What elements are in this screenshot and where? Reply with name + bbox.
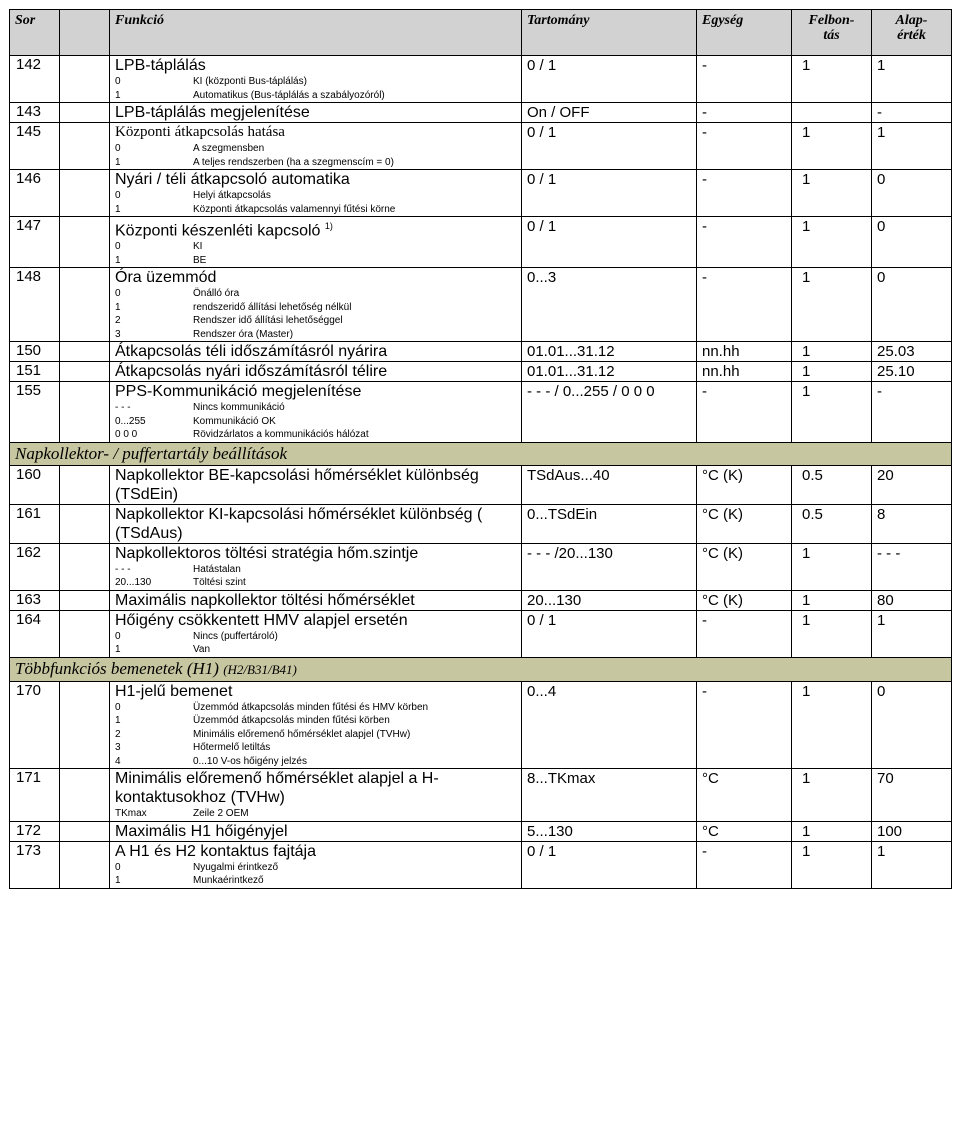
row-blank-cell (60, 504, 110, 543)
unit-cell: - (697, 268, 792, 342)
option-value: KI (193, 241, 203, 253)
option-line (115, 415, 516, 429)
option-value: Központi átkapcsolás valamennyi fűtési körne (193, 203, 396, 215)
option-key: 0 0 0 (115, 429, 138, 441)
header-egyseg: Egység (697, 10, 792, 56)
option-key: - - - (115, 402, 131, 414)
option-value: Nincs (puffertároló) (193, 630, 278, 642)
option-value: Van (193, 644, 211, 656)
resolution-cell: 1 (792, 268, 872, 342)
function-title: LPB-táplálás (115, 57, 206, 74)
row-number: 145 (10, 123, 60, 170)
option-line (115, 240, 516, 254)
row-number: 160 (10, 465, 60, 504)
option-value: A szegmensben (193, 143, 265, 154)
function-title: PPS-Kommunikáció megjelenítése (115, 383, 362, 401)
option-value: Helyi átkapcsolás (193, 190, 271, 201)
function-title: Maximális napkollektor töltési hőmérséklet (115, 591, 415, 609)
range-cell: 8...TKmax (522, 769, 697, 822)
resolution-cell: 1 (792, 362, 872, 382)
option-value: Automatikus (Bus-táplálás a szabályozóról) (193, 89, 385, 101)
table-header (10, 10, 952, 56)
default-cell: 100 (872, 821, 952, 841)
header-tartomany: Tartomány (522, 10, 697, 56)
unit-cell: - (697, 382, 792, 443)
option-key: 0 (115, 241, 121, 253)
function-cell (110, 268, 522, 342)
range-cell: 0...4 (522, 681, 697, 769)
function-title: Átkapcsolás nyári időszámításról télire (115, 363, 388, 381)
row-number: 161 (10, 504, 60, 543)
table-row (10, 543, 952, 590)
default-cell: 1 (872, 56, 952, 103)
default-cell: 1 (872, 841, 952, 888)
function-cell (110, 123, 522, 170)
option-line (115, 728, 516, 742)
function-title: Központi készenléti kapcsoló $^{1)}$ (115, 221, 333, 240)
default-cell: 80 (872, 590, 952, 610)
option-key: - - - (115, 563, 131, 575)
table-row (10, 465, 952, 504)
option-line (115, 701, 516, 715)
row-number: 142 (10, 56, 60, 103)
option-value: Hatástalan (193, 563, 241, 575)
function-cell (110, 382, 522, 443)
resolution-cell: 1 (792, 342, 872, 362)
table-row (10, 268, 952, 342)
range-cell: - - - /20...130 (522, 543, 697, 590)
option-key: 1 (115, 254, 121, 266)
range-cell: 0 / 1 (522, 217, 697, 268)
row-number: 151 (10, 362, 60, 382)
option-key: 0 (115, 76, 121, 87)
option-key: 0 (115, 861, 121, 873)
resolution-cell: 1 (792, 769, 872, 822)
default-cell: 0 (872, 681, 952, 769)
function-cell (110, 681, 522, 769)
resolution-cell: 1 (792, 590, 872, 610)
unit-cell: - (697, 170, 792, 217)
option-value: Zeile 2 OEM (193, 808, 249, 820)
table-row (10, 821, 952, 841)
row-blank-cell (60, 610, 110, 657)
row-blank-cell (60, 170, 110, 217)
option-key: 4 (115, 755, 121, 767)
option-value: 0...10 V-os hőigény jelzés (193, 755, 307, 767)
row-number: 164 (10, 610, 60, 657)
option-line (115, 630, 516, 644)
unit-cell: °C (K) (697, 504, 792, 543)
row-blank-cell (60, 769, 110, 822)
table-row (10, 382, 952, 443)
option-value: Rendszer idő állítási lehetőséggel (193, 315, 343, 327)
default-cell: 0 (872, 170, 952, 217)
table-row (10, 841, 952, 888)
option-value: Hőtermelő letiltás (193, 742, 271, 754)
row-blank-cell (60, 342, 110, 362)
section-label: Napkollektor- / puffertartály beállítások (15, 443, 288, 463)
resolution-cell: 1 (792, 382, 872, 443)
header-alapertek-line2: érték (897, 28, 926, 43)
default-cell: 8 (872, 504, 952, 543)
function-cell (110, 543, 522, 590)
default-cell: 1 (872, 123, 952, 170)
row-blank-cell (60, 217, 110, 268)
option-key: 3 (115, 742, 121, 754)
row-number: 171 (10, 769, 60, 822)
function-cell (110, 217, 522, 268)
option-value: Üzemmód átkapcsolás minden fűtési körben (193, 715, 390, 727)
option-line (115, 328, 516, 342)
range-cell: 01.01...31.12 (522, 342, 697, 362)
unit-cell: °C (K) (697, 590, 792, 610)
option-line (115, 714, 516, 728)
option-value: A teljes rendszerben (ha a szegmenscím = 0) (193, 156, 394, 168)
default-cell: 0 (872, 217, 952, 268)
table-row (10, 103, 952, 123)
row-blank-cell (60, 123, 110, 170)
option-value: Üzemmód átkapcsolás minden fűtési és HMV körben (193, 701, 429, 713)
range-cell: 0 / 1 (522, 56, 697, 103)
range-cell: TSdAus...40 (522, 465, 697, 504)
resolution-cell: 1 (792, 610, 872, 657)
option-key: 1 (115, 715, 121, 727)
option-line (115, 428, 516, 442)
row-number: 162 (10, 543, 60, 590)
header-felbontas-line2: tás (823, 28, 840, 43)
resolution-cell: 1 (792, 821, 872, 841)
default-cell: 70 (872, 769, 952, 822)
resolution-cell: 0.5 (792, 504, 872, 543)
range-cell: 01.01...31.12 (522, 362, 697, 382)
header-funkcio: Funkció (110, 10, 522, 56)
option-key: 0 (115, 630, 121, 642)
default-cell: 25.10 (872, 362, 952, 382)
option-value: Munkaérintkező (193, 875, 264, 887)
section-label: Többfunkciós bemenetek (H1) (15, 658, 219, 678)
option-line (115, 807, 516, 821)
row-number: 148 (10, 268, 60, 342)
unit-cell: - (697, 56, 792, 103)
unit-cell: - (697, 217, 792, 268)
option-line (115, 142, 516, 156)
option-value: Nincs kommunikáció (193, 402, 285, 414)
table-row (10, 362, 952, 382)
unit-cell: - (697, 610, 792, 657)
option-key: 3 (115, 328, 121, 340)
resolution-cell: 1 (792, 170, 872, 217)
option-key: 1 (115, 301, 121, 313)
header-alapertek (872, 10, 952, 56)
option-key: 20...130 (115, 577, 152, 589)
row-blank-cell (60, 268, 110, 342)
option-key: 2 (115, 315, 121, 327)
parameter-table (9, 9, 952, 889)
table-row (10, 769, 952, 822)
range-cell: 20...130 (522, 590, 697, 610)
option-value: Rendszer óra (Master) (193, 328, 294, 340)
option-key: 1 (115, 875, 121, 887)
range-cell: 0...TSdEin (522, 504, 697, 543)
option-value: Önálló óra (193, 288, 240, 300)
unit-cell: °C (K) (697, 465, 792, 504)
table-row (10, 56, 952, 103)
option-value: Nyugalmi érintkező (193, 861, 279, 873)
option-key: 0 (115, 288, 121, 300)
option-value: rendszeridő állítási lehetőség nélkül (193, 301, 352, 313)
resolution-cell: 0.5 (792, 465, 872, 504)
default-cell: - (872, 103, 952, 123)
function-title: Napkollektoros töltési stratégia hőm.szintje (115, 544, 419, 562)
option-line (115, 89, 516, 103)
default-cell: - - - (872, 543, 952, 590)
option-line (115, 401, 516, 415)
option-line (115, 301, 516, 315)
unit-cell: - (697, 681, 792, 769)
table-row (10, 681, 952, 769)
option-line (115, 189, 516, 203)
table-row (10, 590, 952, 610)
range-cell: 0 / 1 (522, 841, 697, 888)
unit-cell: °C (697, 769, 792, 822)
row-blank-cell (60, 56, 110, 103)
resolution-cell: 1 (792, 681, 872, 769)
range-cell: 0...3 (522, 268, 697, 342)
unit-cell: - (697, 103, 792, 123)
function-title: Maximális H1 hőigényjel (115, 822, 288, 840)
row-number: 150 (10, 342, 60, 362)
row-blank-cell (60, 362, 110, 382)
option-value: Töltési szint (193, 577, 246, 589)
function-title: Óra üzemmód (115, 269, 217, 287)
function-cell (110, 342, 522, 362)
option-key: TKmax (115, 808, 147, 820)
resolution-cell: 1 (792, 543, 872, 590)
table-row (10, 504, 952, 543)
header-felbontas-line1: Felbon- (808, 13, 855, 28)
function-title: Napkollektor KI-kapcsolási hőmérséklet különbség ( (TSdAus) (115, 505, 483, 542)
header-alapertek-line1: Alap- (895, 13, 928, 28)
row-blank-cell (60, 382, 110, 443)
row-number: 170 (10, 681, 60, 769)
row-number: 146 (10, 170, 60, 217)
function-cell (110, 769, 522, 822)
row-blank-cell (60, 103, 110, 123)
row-blank-cell (60, 465, 110, 504)
section-title (10, 442, 952, 465)
row-blank-cell (60, 590, 110, 610)
row-number: 173 (10, 841, 60, 888)
section-row (10, 442, 952, 465)
row-number: 172 (10, 821, 60, 841)
function-title: Központi átkapcsolás hatása (115, 124, 285, 140)
function-cell (110, 56, 522, 103)
resolution-cell: 1 (792, 217, 872, 268)
option-line (115, 755, 516, 769)
option-line (115, 576, 516, 590)
unit-cell: - (697, 841, 792, 888)
option-line (115, 643, 516, 657)
resolution-cell: 1 (792, 841, 872, 888)
resolution-cell: 1 (792, 56, 872, 103)
row-number: 155 (10, 382, 60, 443)
function-cell (110, 610, 522, 657)
default-cell: 0 (872, 268, 952, 342)
table-row (10, 123, 952, 170)
option-line (115, 203, 516, 217)
option-line (115, 861, 516, 875)
table-body (10, 56, 952, 889)
function-cell (110, 362, 522, 382)
function-cell (110, 170, 522, 217)
option-key: 0...255 (115, 415, 146, 427)
section-row (10, 657, 952, 681)
default-cell: - (872, 382, 952, 443)
option-line (115, 75, 516, 89)
table-row (10, 610, 952, 657)
resolution-cell (792, 103, 872, 123)
function-cell (110, 465, 522, 504)
row-number: 147 (10, 217, 60, 268)
default-cell: 1 (872, 610, 952, 657)
function-title: Hőigény csökkentett HMV alapjel ersetén (115, 611, 408, 629)
function-cell (110, 103, 522, 123)
unit-cell: °C (K) (697, 543, 792, 590)
option-key: 1 (115, 203, 121, 215)
option-key: 2 (115, 728, 121, 740)
range-cell: - - - / 0...255 / 0 0 0 (522, 382, 697, 443)
function-title: Nyári / téli átkapcsoló automatika (115, 171, 350, 188)
option-line (115, 563, 516, 577)
option-key: 1 (115, 644, 121, 656)
function-title: A H1 és H2 kontaktus fajtája (115, 842, 316, 860)
option-value: KI (központi Bus-táplálás) (193, 76, 307, 87)
option-line (115, 741, 516, 755)
option-key: 1 (115, 89, 121, 101)
default-cell: 20 (872, 465, 952, 504)
function-cell (110, 841, 522, 888)
function-title: Átkapcsolás téli időszámításról nyárira (115, 343, 388, 361)
row-number: 163 (10, 590, 60, 610)
row-blank-cell (60, 841, 110, 888)
header-blank (60, 10, 110, 56)
header-felbontas (792, 10, 872, 56)
header-sor: Sor (10, 10, 60, 56)
range-cell: 0 / 1 (522, 170, 697, 217)
default-cell: 25.03 (872, 342, 952, 362)
unit-cell: °C (697, 821, 792, 841)
option-value: Kommunikáció OK (193, 415, 276, 427)
range-cell: 0 / 1 (522, 123, 697, 170)
row-number: 143 (10, 103, 60, 123)
option-line (115, 314, 516, 328)
table-row (10, 170, 952, 217)
function-title: H1-jelű bemenet (115, 682, 233, 700)
unit-cell: nn.hh (697, 342, 792, 362)
option-value: Minimális előremenő hőmérséklet alapjel (TVHw) (193, 728, 411, 740)
option-value: BE (193, 254, 207, 266)
range-cell: On / OFF (522, 103, 697, 123)
function-title: Minimális előremenő hőmérséklet alapjel a H-kontaktusokhoz (TVHw) (115, 770, 439, 807)
section-sublabel: (H2/B31/B41) (223, 661, 297, 677)
range-cell: 0 / 1 (522, 610, 697, 657)
option-line (115, 254, 516, 268)
option-line (115, 156, 516, 170)
function-cell (110, 504, 522, 543)
option-key: 0 (115, 701, 121, 713)
row-blank-cell (60, 681, 110, 769)
row-blank-cell (60, 821, 110, 841)
table-row (10, 342, 952, 362)
function-title: LPB-táplálás megjelenítése (115, 104, 310, 121)
section-title (10, 657, 952, 681)
option-line (115, 287, 516, 301)
table-row (10, 217, 952, 268)
function-cell (110, 821, 522, 841)
option-line (115, 874, 516, 888)
resolution-cell: 1 (792, 123, 872, 170)
footnote-marker: 1) (324, 221, 333, 231)
option-value: Rövidzárlatos a kommunikációs hálózat (193, 429, 369, 441)
option-key: 0 (115, 143, 121, 154)
function-cell (110, 590, 522, 610)
option-key: 1 (115, 156, 121, 168)
unit-cell: - (697, 123, 792, 170)
range-cell: 5...130 (522, 821, 697, 841)
unit-cell: nn.hh (697, 362, 792, 382)
option-key: 0 (115, 190, 121, 201)
row-blank-cell (60, 543, 110, 590)
function-title: Napkollektor BE-kapcsolási hőmérséklet különbség (TSdEin) (115, 466, 479, 503)
